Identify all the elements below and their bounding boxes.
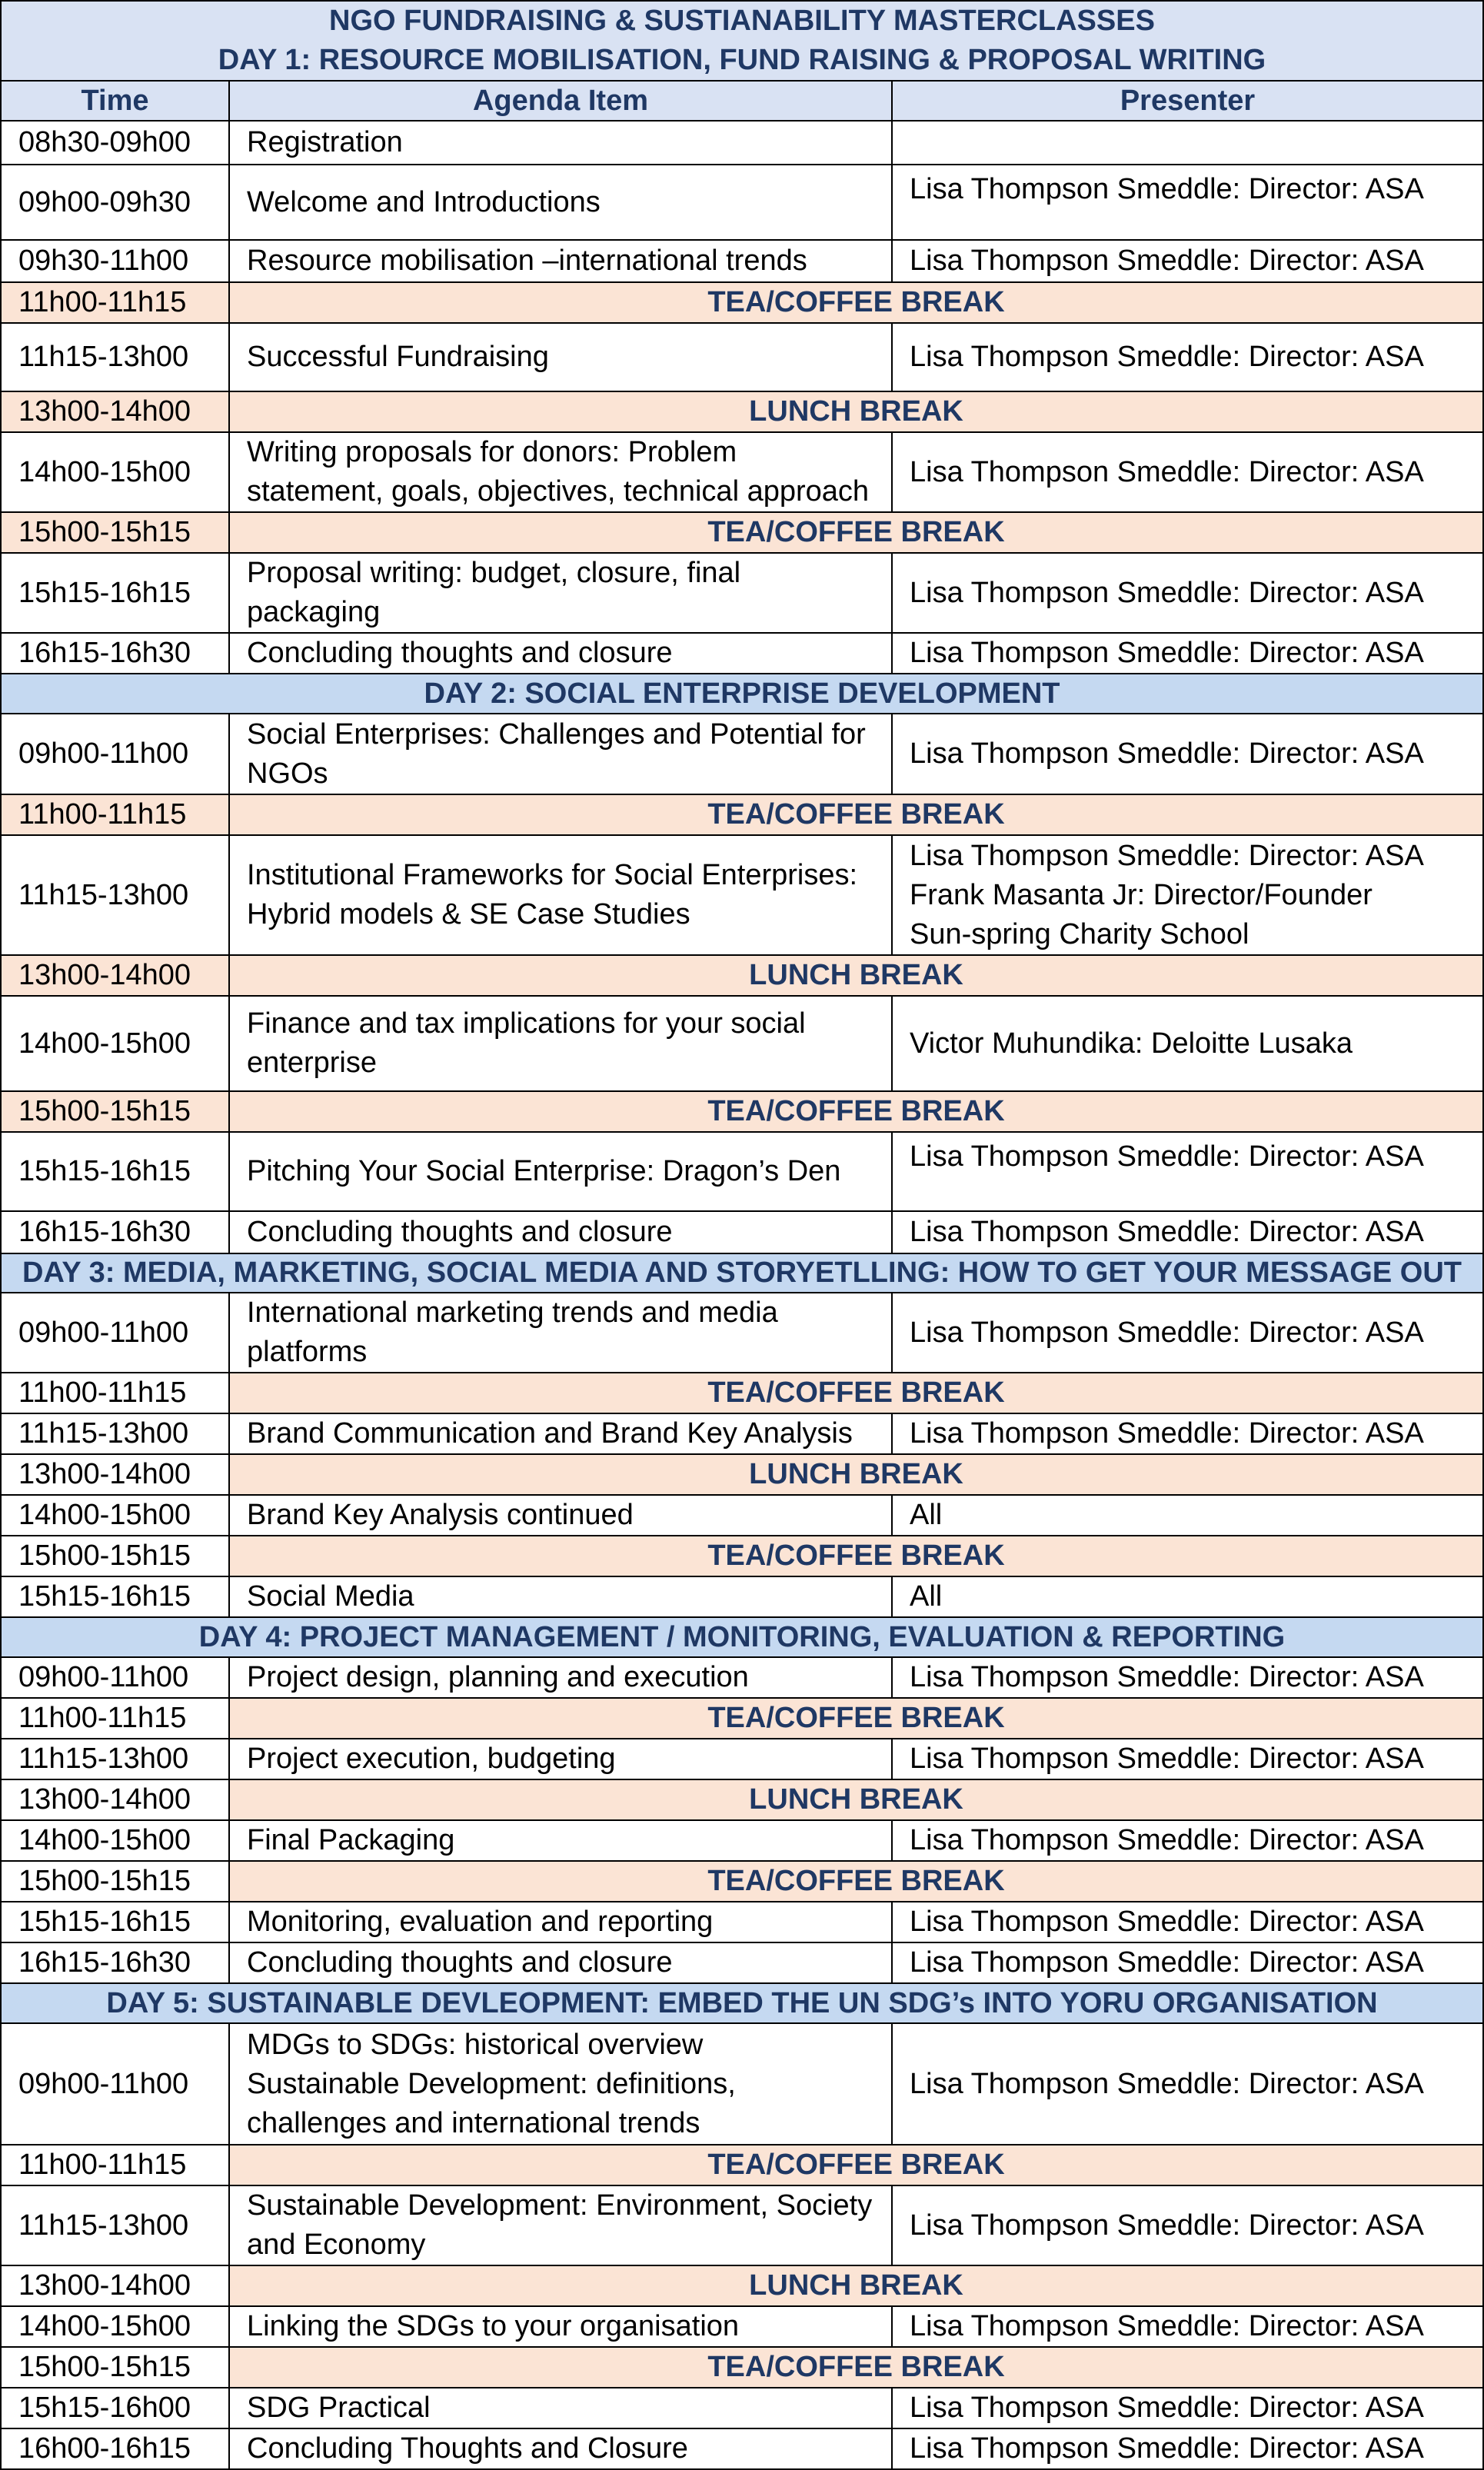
break-row — [1, 955, 1483, 996]
break-time: 11h00-11h15 — [1, 794, 229, 835]
break-time: 11h00-11h15 — [1, 1373, 229, 1413]
session-presenter: Lisa Thompson Smeddle: Director: ASA — [892, 165, 1483, 240]
session-row — [1, 2185, 1483, 2265]
title-row — [1, 1, 1483, 81]
break-label: TEA/COFFEE BREAK — [229, 1373, 1483, 1413]
session-agenda-item: SDG Practical — [229, 2388, 892, 2428]
break-row — [1, 1536, 1483, 1576]
break-label: LUNCH BREAK — [229, 955, 1483, 996]
break-time: 13h00-14h00 — [1, 2265, 229, 2306]
break-row — [1, 2265, 1483, 2306]
session-presenter: Lisa Thompson Smeddle: Director: ASA — [892, 240, 1483, 282]
session-presenter: Lisa Thompson Smeddle: Director: ASA — [892, 1739, 1483, 1779]
session-time: 15h15-16h15 — [1, 1902, 229, 1942]
session-presenter: Lisa Thompson Smeddle: Director: ASA — [892, 1413, 1483, 1454]
session-time: 16h15-16h30 — [1, 1211, 229, 1253]
session-agenda-item: Welcome and Introductions — [229, 165, 892, 240]
session-presenter: Lisa Thompson Smeddle: Director: ASA — [892, 432, 1483, 512]
session-agenda-item: Monitoring, evaluation and reporting — [229, 1902, 892, 1942]
session-agenda-item: Concluding thoughts and closure — [229, 633, 892, 674]
break-time: 11h00-11h15 — [1, 282, 229, 323]
session-time: 09h00-09h30 — [1, 165, 229, 240]
session-agenda-item: Brand Communication and Brand Key Analysis — [229, 1413, 892, 1454]
session-row — [1, 2023, 1483, 2145]
session-row — [1, 1820, 1483, 1861]
session-row — [1, 121, 1483, 165]
break-row — [1, 1779, 1483, 1820]
session-row — [1, 1942, 1483, 1983]
session-presenter: All — [892, 1576, 1483, 1617]
day-header-row — [1, 1253, 1483, 1293]
break-row — [1, 1861, 1483, 1902]
session-agenda-item: Finance and tax implications for your social enterprise — [229, 996, 892, 1091]
break-row — [1, 2145, 1483, 2185]
break-label: TEA/COFFEE BREAK — [229, 1536, 1483, 1576]
session-time: 09h00-11h00 — [1, 2023, 229, 2145]
break-row — [1, 2347, 1483, 2388]
session-time: 16h15-16h30 — [1, 633, 229, 674]
session-presenter — [892, 121, 1483, 165]
session-row — [1, 432, 1483, 512]
session-agenda-item: Project design, planning and execution — [229, 1657, 892, 1698]
break-time: 13h00-14h00 — [1, 1454, 229, 1495]
session-row — [1, 165, 1483, 240]
break-label: TEA/COFFEE BREAK — [229, 2347, 1483, 2388]
session-time: 15h15-16h00 — [1, 2388, 229, 2428]
session-presenter: Lisa Thompson Smeddle: Director: ASA — [892, 714, 1483, 794]
session-time: 09h00-11h00 — [1, 1657, 229, 1698]
day-header-row — [1, 674, 1483, 714]
break-row — [1, 512, 1483, 553]
break-time: 11h00-11h15 — [1, 1698, 229, 1739]
break-time: 13h00-14h00 — [1, 955, 229, 996]
session-time: 14h00-15h00 — [1, 2306, 229, 2347]
day-header: DAY 4: PROJECT MANAGEMENT / MONITORING, EVALUATION & REPORTING — [1, 1617, 1483, 1657]
day-header: DAY 3: MEDIA, MARKETING, SOCIAL MEDIA AND STORYETLLING: HOW TO GET YOUR MESSAGE OUT — [1, 1253, 1483, 1293]
session-agenda-item: Resource mobilisation –international trends — [229, 240, 892, 282]
session-presenter: Lisa Thompson Smeddle: Director: ASA Frank Masanta Jr: Director/Founder Sun-spring Charity School — [892, 835, 1483, 955]
session-row — [1, 1576, 1483, 1617]
break-time: 13h00-14h00 — [1, 1779, 229, 1820]
session-agenda-item: Institutional Frameworks for Social Enterprises: Hybrid models & SE Case Studies — [229, 835, 892, 955]
session-agenda-item: International marketing trends and media platforms — [229, 1293, 892, 1373]
day-header: DAY 2: SOCIAL ENTERPRISE DEVELOPMENT — [1, 674, 1483, 714]
session-row — [1, 2388, 1483, 2428]
session-row — [1, 1293, 1483, 1373]
break-label: LUNCH BREAK — [229, 1454, 1483, 1495]
session-row — [1, 2428, 1483, 2469]
session-agenda-item: Registration — [229, 121, 892, 165]
session-presenter: Lisa Thompson Smeddle: Director: ASA — [892, 2388, 1483, 2428]
session-time: 11h15-13h00 — [1, 1413, 229, 1454]
break-label: TEA/COFFEE BREAK — [229, 1861, 1483, 1902]
column-header-row — [1, 81, 1483, 121]
session-presenter: Lisa Thompson Smeddle: Director: ASA — [892, 1820, 1483, 1861]
break-time: 11h00-11h15 — [1, 2145, 229, 2185]
session-agenda-item: Brand Key Analysis continued — [229, 1495, 892, 1536]
break-row — [1, 1698, 1483, 1739]
session-presenter: Lisa Thompson Smeddle: Director: ASA — [892, 323, 1483, 391]
session-row — [1, 323, 1483, 391]
session-agenda-item: Concluding Thoughts and Closure — [229, 2428, 892, 2469]
table-title-line-2: DAY 1: RESOURCE MOBILISATION, FUND RAISING & PROPOSAL WRITING — [218, 44, 1266, 76]
session-time: 11h15-13h00 — [1, 835, 229, 955]
break-label: TEA/COFFEE BREAK — [229, 512, 1483, 553]
session-presenter: Lisa Thompson Smeddle: Director: ASA — [892, 1902, 1483, 1942]
session-time: 16h00-16h15 — [1, 2428, 229, 2469]
session-presenter: Lisa Thompson Smeddle: Director: ASA — [892, 1942, 1483, 1983]
break-label: TEA/COFFEE BREAK — [229, 282, 1483, 323]
column-header-presenter: Presenter — [892, 81, 1483, 121]
break-row — [1, 1091, 1483, 1132]
session-row — [1, 714, 1483, 794]
session-presenter: Lisa Thompson Smeddle: Director: ASA — [892, 633, 1483, 674]
session-agenda-item: Project execution, budgeting — [229, 1739, 892, 1779]
session-time: 11h15-13h00 — [1, 2185, 229, 2265]
break-time: 15h00-15h15 — [1, 512, 229, 553]
day-header-row — [1, 1983, 1483, 2023]
session-agenda-item: Successful Fundraising — [229, 323, 892, 391]
column-header-time: Time — [1, 81, 229, 121]
session-agenda-item: Writing proposals for donors: Problem statement, goals, objectives, technical approach — [229, 432, 892, 512]
session-presenter: Lisa Thompson Smeddle: Director: ASA — [892, 2428, 1483, 2469]
session-agenda-item: MDGs to SDGs: historical overview Sustainable Development: definitions, challenges and international trends — [229, 2023, 892, 2145]
break-row — [1, 1454, 1483, 1495]
session-time: 08h30-09h00 — [1, 121, 229, 165]
break-label: LUNCH BREAK — [229, 391, 1483, 432]
break-row — [1, 794, 1483, 835]
session-time: 14h00-15h00 — [1, 1820, 229, 1861]
session-agenda-item: Final Packaging — [229, 1820, 892, 1861]
session-time: 15h15-16h15 — [1, 1576, 229, 1617]
session-row — [1, 633, 1483, 674]
session-row — [1, 240, 1483, 282]
session-row — [1, 996, 1483, 1091]
session-presenter: Lisa Thompson Smeddle: Director: ASA — [892, 1293, 1483, 1373]
session-row — [1, 1657, 1483, 1698]
session-agenda-item: Proposal writing: budget, closure, final packaging — [229, 553, 892, 633]
session-time: 15h15-16h15 — [1, 1132, 229, 1211]
table-title — [1, 1, 1483, 81]
session-row — [1, 1739, 1483, 1779]
break-time: 15h00-15h15 — [1, 1536, 229, 1576]
session-time: 14h00-15h00 — [1, 432, 229, 512]
session-time: 11h15-13h00 — [1, 323, 229, 391]
session-presenter: Lisa Thompson Smeddle: Director: ASA — [892, 1211, 1483, 1253]
break-label: LUNCH BREAK — [229, 1779, 1483, 1820]
break-label: TEA/COFFEE BREAK — [229, 794, 1483, 835]
break-time: 15h00-15h15 — [1, 1861, 229, 1902]
session-agenda-item: Linking the SDGs to your organisation — [229, 2306, 892, 2347]
session-presenter: Lisa Thompson Smeddle: Director: ASA — [892, 553, 1483, 633]
session-row — [1, 835, 1483, 955]
session-agenda-item: Sustainable Development: Environment, Society and Economy — [229, 2185, 892, 2265]
session-row — [1, 1132, 1483, 1211]
session-row — [1, 1413, 1483, 1454]
break-label: TEA/COFFEE BREAK — [229, 1698, 1483, 1739]
session-time: 15h15-16h15 — [1, 553, 229, 633]
session-agenda-item: Concluding thoughts and closure — [229, 1942, 892, 1983]
break-row — [1, 282, 1483, 323]
session-agenda-item: Social Enterprises: Challenges and Potential for NGOs — [229, 714, 892, 794]
break-label: TEA/COFFEE BREAK — [229, 2145, 1483, 2185]
session-row — [1, 1211, 1483, 1253]
session-row — [1, 1902, 1483, 1942]
session-presenter: Lisa Thompson Smeddle: Director: ASA — [892, 2023, 1483, 2145]
session-row — [1, 1495, 1483, 1536]
session-row — [1, 553, 1483, 633]
session-agenda-item: Concluding thoughts and closure — [229, 1211, 892, 1253]
break-row — [1, 1373, 1483, 1413]
session-agenda-item: Social Media — [229, 1576, 892, 1617]
break-label: LUNCH BREAK — [229, 2265, 1483, 2306]
break-time: 15h00-15h15 — [1, 1091, 229, 1132]
day-header-row — [1, 1617, 1483, 1657]
session-time: 14h00-15h00 — [1, 1495, 229, 1536]
session-presenter: Victor Muhundika: Deloitte Lusaka — [892, 996, 1483, 1091]
session-time: 09h00-11h00 — [1, 1293, 229, 1373]
break-row — [1, 391, 1483, 432]
day-header: DAY 5: SUSTAINABLE DEVLEOPMENT: EMBED THE UN SDG’s INTO YORU ORGANISATION — [1, 1983, 1483, 2023]
break-time: 15h00-15h15 — [1, 2347, 229, 2388]
session-time: 11h15-13h00 — [1, 1739, 229, 1779]
session-time: 16h15-16h30 — [1, 1942, 229, 1983]
session-agenda-item: Pitching Your Social Enterprise: Dragon’s Den — [229, 1132, 892, 1211]
break-time: 13h00-14h00 — [1, 391, 229, 432]
session-time: 14h00-15h00 — [1, 996, 229, 1091]
session-presenter: Lisa Thompson Smeddle: Director: ASA — [892, 2306, 1483, 2347]
table-title-line-1: NGO FUNDRAISING & SUSTIANABILITY MASTERCLASSES — [329, 5, 1155, 37]
session-presenter: Lisa Thompson Smeddle: Director: ASA — [892, 1657, 1483, 1698]
session-presenter: All — [892, 1495, 1483, 1536]
break-label: TEA/COFFEE BREAK — [229, 1091, 1483, 1132]
session-presenter: Lisa Thompson Smeddle: Director: ASA — [892, 1132, 1483, 1211]
session-presenter: Lisa Thompson Smeddle: Director: ASA — [892, 2185, 1483, 2265]
session-time: 09h30-11h00 — [1, 240, 229, 282]
session-row — [1, 2306, 1483, 2347]
column-header-agenda: Agenda Item — [229, 81, 892, 121]
session-time: 09h00-11h00 — [1, 714, 229, 794]
